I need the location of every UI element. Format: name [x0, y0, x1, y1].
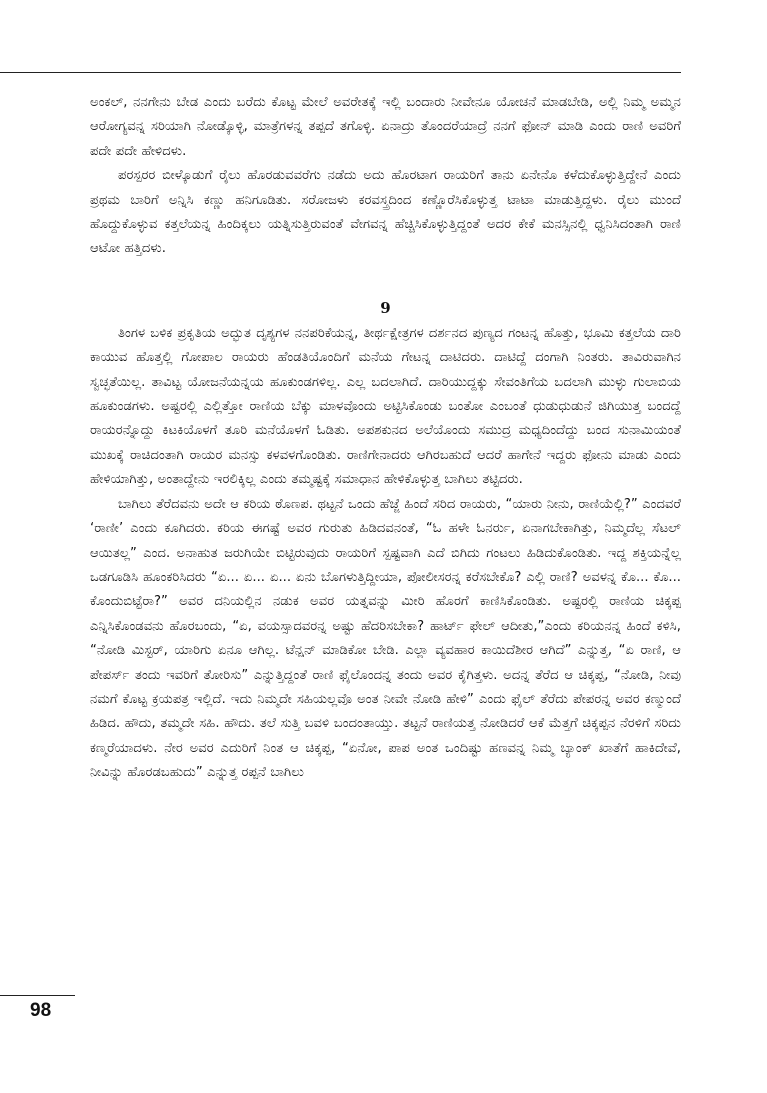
- paragraph-1: ಅಂಕಲ್, ನನಗೇನು ಬೇಡ ಎಂದು ಬರೆದು ಕೊಟ್ಟ ಮೇಲೆ ಅವರೇತಕ್ಕೆ ಇಲ್ಲಿ ಬಂದಾರು ನೀವೇನೂ ಯೋಚನೆ ಮಾಡಬೇಡಿ, ಅಲ್ಲಿ ನಿಮ್ಮ ಅಮ್ಮನ ಆರೋಗ್ಯವನ್ನ ಸರಿಯಾಗಿ ನೋಡ್ಕೊಳ್ಳಿ, ಮಾತ್ರೆಗಳನ್ನ ತಪ್ಪದೆ ತಗೊಳ್ಳಿ. ಏನಾದ್ರು ತೊಂದರೆಯಾದ್ರೆ ನನಗೆ ಫೋನ್ ಮಾಡಿ ಎಂದು ರಾಣಿ ಅವರಿಗೆ ಪದೇ ಪದೇ ಹೇಳಿದಳು.: [90, 95, 681, 159]
- paragraph-2: ಪರಸ್ಪರರ ಬೀಳ್ಕೊಡುಗೆ ರೈಲು ಹೊರಡುವವರೆಗು ನಡೆದು ಅದು ಹೊರಟಾಗ ರಾಯರಿಗೆ ತಾನು ಏನೇನೊ ಕಳೆದುಕೊಳ್ಳುತ್ತಿದ್ದೇನೆ ಎಂದು ಪ್ರಥಮ ಬಾರಿಗೆ ಅನ್ನಿಸಿ ಕಣ್ಣು ಹನಿಗೂಡಿತು. ಸರೋಜಳು ಕರವಸ್ತ್ರದಿಂದ ಕಣ್ಣೊರೆಸಿಕೊಳ್ಳುತ್ತ ಟಾಟಾ ಮಾಡುತ್ತಿದ್ದಳು. ರೈಲು ಮುಂದೆ ಹೊದ್ದುಕೊಳ್ಳುವ ಕತ್ತಲೆಯನ್ನ ಹಿಂದಿಕ್ಕಲು ಯತ್ನಿಸುತ್ತಿರುವಂತೆ ವೇಗವನ್ನ ಹೆಚ್ಚಿಸಿಕೊಳ್ಳುತ್ತಿದ್ದಂತೆ ಅದರ ಕೇಕೆ ಮನಸ್ಸಿನಲ್ಲಿ ಧ್ವನಿಸಿದಂತಾಗಿ ರಾಣಿ ಆಟೋ ಹತ್ತಿದಳು.: [90, 168, 681, 257]
- page-body: [90, 91, 681, 786]
- footer-rule: [0, 995, 75, 996]
- paragraph-4: ಬಾಗಿಲು ತೆರೆದವನು ಅದೇ ಆ ಕರಿಯ ಠೊಣಪ. ಥಟ್ಟನೆ ಒಂದು ಹೆಜ್ಜೆ ಹಿಂದೆ ಸರಿದ ರಾಯರು, “ಯಾರು ನೀನು, ರಾಣಿಯೆಲ್ಲಿ?” ಎಂದವರೆ ‘ರಾಣೀ’ ಎಂದು ಕೂಗಿದರು. ಕರಿಯ ಈಗಷ್ಟೆ ಅವರ ಗುರುತು ಹಿಡಿದವನಂತೆ, “ಓ ಹಳೇ ಓನರ್ರು, ಏನಾಗಬೇಕಾಗಿತ್ತು, ನಿಮ್ಮದೆಲ್ಲ ಸೆಟಲ್ ಆಯಿತಲ್ಲ” ಎಂದ. ಅನಾಹುತ ಜರುಗಿಯೇ ಬಿಟ್ಟಿರುವುದು ರಾಯರಿಗೆ ಸ್ಪಷ್ಟವಾಗಿ ಎದೆ ಬಿಗಿದು ಗಂಟಲು ಹಿಡಿದುಕೊಂಡಿತು. ಇದ್ದ ಶಕ್ತಿಯನ್ನೆಲ್ಲ ಒಡಗೂಡಿಸಿ ಹೂಂಕರಿಸಿದರು “ಏ... ಏ... ಏ... ಏನು ಬೊಗಳುತ್ತಿದ್ದೀಯಾ, ಪೋಲೀಸರನ್ನ ಕರೆಸಬೇಕೊ? ಎಲ್ಲಿ ರಾಣಿ? ಅವಳನ್ನ ಕೊ... ಕೊ... ಕೊಂದುಬಿಟ್ಟೆರಾ?” ಅವರ ದನಿಯಲ್ಲಿನ ನಡುಕ ಅವರ ಯತ್ನವನ್ನು ಮೀರಿ ಹೊರಗೆ ಕಾಣಿಸಿಕೊಂಡಿತು. ಅಷ್ಟರಲ್ಲಿ ರಾಣಿಯ ಚಿಕ್ಕಪ್ಪ ಎನ್ನಿಸಿಕೊಂಡವನು ಹೊರಬಂದು, “ಏ, ವಯಸ್ಸಾದವರನ್ನ ಅಷ್ಟು ಹೆದರಿಸಬೇಕಾ? ಹಾರ್ಟ್ ಫೇಲ್ ಆದೀತು,”ಎಂದು ಕರಿಯನನ್ನ ಹಿಂದೆ ಕಳಿಸಿ, “ನೋಡಿ ಮಿಸ್ಟರ್, ಯಾರಿಗು ಏನೂ ಆಗಿಲ್ಲ. ಟೆನ್ಷನ್ ಮಾಡಿಕೋ ಬೇಡಿ. ಎಲ್ಲಾ ವ್ಯವಹಾರ ಕಾಯಿದೆಶೀರ ಆಗಿದೆ” ಎನ್ನುತ್ತ, “ಏ ರಾಣಿ, ಆ ಪೇಪರ್ಸ್ ತಂದು ಇವರಿಗೆ ತೋರಿಸು” ಎನ್ನುತ್ತಿದ್ದಂತೆ ರಾಣಿ ಫೈಲೊಂದನ್ನ ತಂದು ಅವರ ಕೈಗಿತ್ತಳು. ಅದನ್ನ ತೆರೆದ ಆ ಚಿಕ್ಕಪ್ಪ, “ನೋಡಿ, ನೀವು ನಮಗೆ ಕೊಟ್ಟ ಕ್ರಯಪತ್ರ ಇಲ್ಲಿದೆ. ಇದು ನಿಮ್ಮದೇ ಸಹಿಯಲ್ಲವೊ ಅಂತ ನೀವೇ ನೋಡಿ ಹೇಳಿ” ಎಂದು ಫೈಲ್ ತೆರೆದು ಪೇಪರನ್ನ ಅವರ ಕಣ್ಮುಂದೆ ಹಿಡಿದ. ಹೌದು, ತಮ್ಮದೇ ಸಹಿ. ಹೌದು. ತಲೆ ಸುತ್ತಿ ಬವಳಿ ಬಂದಂತಾಯ್ತು. ತಟ್ಟನೆ ರಾಣಿಯತ್ತ ನೋಡಿದರೆ ಆಕೆ ಮೆತ್ತಗೆ ಚಿಕ್ಕಪ್ಪನ ನೆರಳಿಗೆ ಸರಿದು ಕಣ್ಮರೆಯಾದಳು. ನೇರ ಅವರ ಎದುರಿಗೆ ನಿಂತ ಆ ಚಿಕ್ಕಪ್ಪ, “ಏನೋ, ಪಾಪ ಅಂತ ಒಂದಿಷ್ಟು ಹಣವನ್ನ ನಿಮ್ಮ ಬ್ಯಾಂಕ್ ಖಾತೆಗೆ ಹಾಕಿದೇವೆ, ನೀವಿನ್ನು ಹೊರಡಬಹುದು” ಎನ್ನುತ್ತ ರಪ್ಪನೆ ಬಾಗಿಲು: [90, 496, 681, 781]
- header-rule: [0, 72, 681, 73]
- page-number: 98: [30, 1000, 52, 1021]
- chapter-number: 9: [380, 298, 391, 317]
- paragraph-3: ತಿಂಗಳ ಬಳಿಕ ಪ್ರಕೃತಿಯ ಅದ್ಭುತ ದೃಶ್ಯಗಳ ನನಪರಿಕೆಯನ್ನ, ತೀರ್ಥಕ್ಷೇತ್ರಗಳ ದರ್ಶನದ ಪುಣ್ಯದ ಗಂಟನ್ನ ಹೊತ್ತು, ಭೂಮಿ ಕತ್ತಲೆಯ ದಾರಿ ಕಾಯುವ ಹೊತ್ತಲ್ಲಿ ಗೋಪಾಲ ರಾಯರು ಹೆಂಡತಿಯೊಂದಿಗೆ ಮನೆಯ ಗೇಟನ್ನ ದಾಟಿದರು. ದಾಟಿದ್ದೆ ದಂಗಾಗಿ ನಿಂತರು. ತಾವಿರುವಾಗಿನ ಸ್ವಚ್ಛತೆಯಿಲ್ಲ. ತಾವಿಟ್ಟ ಯೋಜನೆಯನ್ನಯ ಹೂಕುಂಡಗಳಿಲ್ಲ. ಎಲ್ಲ ಬದಲಾಗಿದೆ. ದಾರಿಯುದ್ದಕ್ಕು ಸೇವಂತಿಗೆಯ ಬದಲಾಗಿ ಮುಳ್ಳು ಗುಲಾಬಿಯ ಹೂಕುಂಡಗಳು. ಅಷ್ಟರಲ್ಲಿ ಎಲ್ಲಿತ್ತೋ ರಾಣಿಯ ಬೆಕ್ಕು ಮಾಳವೊಂದು ಅಟ್ಟಿಸಿಕೊಂಡು ಬಂತೋ ಎಂಬಂತೆ ಧುಡುಧುಡುನೆ ಜಿಗಿಯುತ್ತ ಬಂದದ್ದೆ ರಾಯರನ್ನೊದ್ದು ಕಿಟಕಿಯೊಳಗೆ ತೂರಿ ಮನೆಯೊಳಗೆ ಓಡಿತು. ಅಪಶಕುನದ ಅಲೆಯೊಂದು ಸಮುದ್ರ ಮಧ್ಯದಿಂದೆದ್ದು ಬಂದ ಸುನಾಮಿಯಂತೆ ಮುಖಕ್ಕೆ ರಾಚಿದಂತಾಗಿ ರಾಯರ ಮನಸ್ಸು ಕಳವಳಗೊಂಡಿತು. ರಾಣಿಗೇನಾದರು ಆಗಿರಬಹುದೆ ಆದರೆ ಹಾಗೇನೆ ಇದ್ದರು ಫೋನು ಮಾಡು ಎಂದು ಹೇಳಿಯಾಗಿತ್ತು, ಅಂತಾದ್ದೇನು ಇರಲಿಕ್ಕಿಲ್ಲ ಎಂದು ತಮ್ಮಷ್ಟಕ್ಕೆ ಸಮಾಧಾನ ಹೇಳಿಕೊಳ್ಳುತ್ತ ಬಾಗಿಲು ತಟ್ಟಿದರು.: [90, 325, 681, 488]
